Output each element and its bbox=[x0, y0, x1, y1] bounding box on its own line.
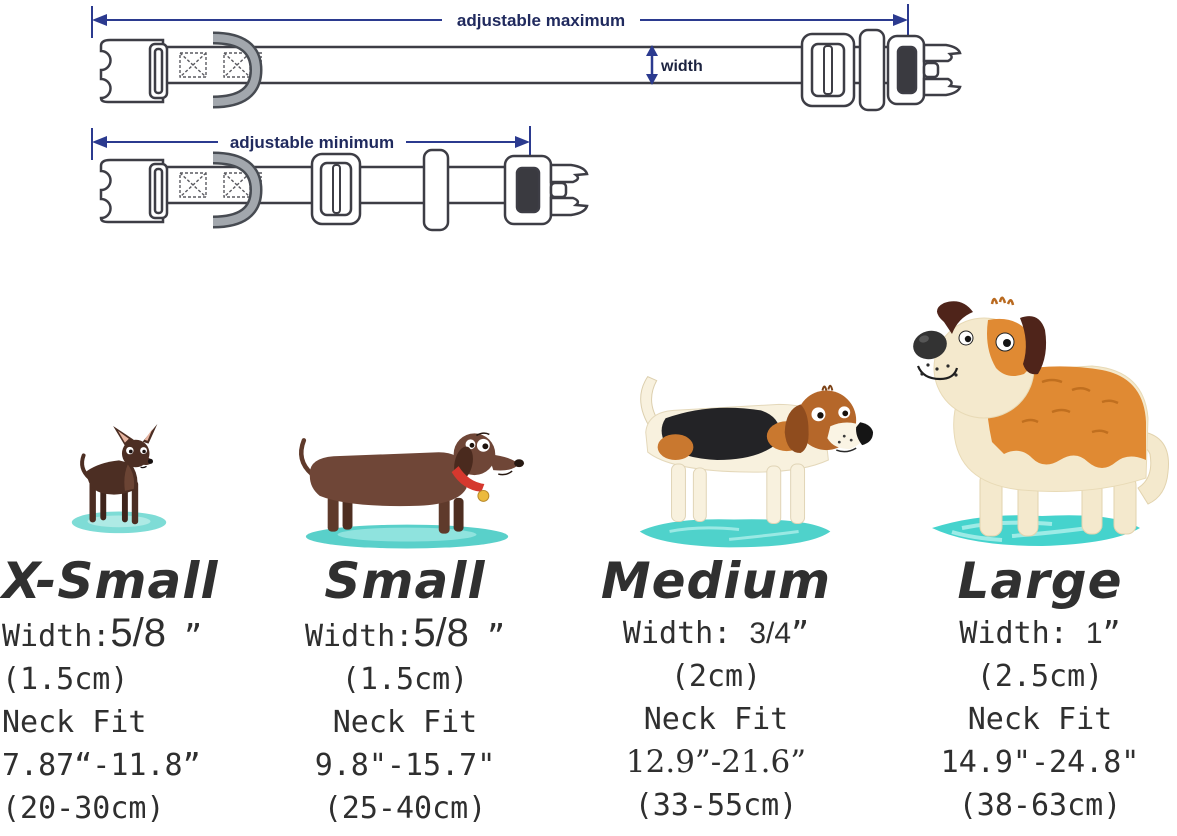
dachshund-illustration bbox=[290, 412, 528, 554]
adjustable-minimum-label: adjustable minimum bbox=[229, 133, 395, 152]
size-column-small bbox=[255, 550, 555, 830]
width-unit: ” bbox=[468, 619, 506, 654]
neck-fit-metric-large: (38-63cm) bbox=[958, 788, 1122, 823]
width-value: 1 bbox=[1085, 617, 1103, 650]
size-title-small: Small bbox=[324, 552, 486, 610]
collar-adjustable-minimum-diagram bbox=[0, 118, 1177, 243]
neck-fit-range-small: 9.8"-15.7" bbox=[314, 748, 496, 783]
width-unit: ” bbox=[1102, 616, 1121, 651]
collar-min-body bbox=[101, 150, 587, 230]
size-column-medium bbox=[566, 550, 866, 827]
width-label: width bbox=[661, 58, 703, 75]
neck-fit-label-large: Neck Fit bbox=[967, 702, 1113, 737]
width-value: 3/4 bbox=[749, 617, 792, 650]
width-line-small bbox=[255, 612, 555, 658]
size-title-xsmall: X-Small bbox=[2, 552, 219, 610]
width-label: Width: bbox=[2, 619, 111, 654]
neck-fit-range-xsmall: 7.87“-11.8” bbox=[2, 748, 201, 783]
dachshund-body bbox=[301, 440, 466, 533]
width-label: Width: bbox=[959, 616, 1086, 651]
size-title-large: Large bbox=[957, 552, 1123, 610]
chihuahua-puddle bbox=[72, 512, 166, 534]
width-label: Width: bbox=[622, 616, 750, 651]
width-metric-medium: (2cm) bbox=[670, 659, 762, 694]
size-title-medium: Medium bbox=[600, 552, 832, 610]
width-line-xsmall bbox=[2, 612, 268, 658]
saint-bernard-illustration bbox=[892, 282, 1177, 560]
neck-fit-label-small: Neck Fit bbox=[332, 705, 478, 740]
width-metric-xsmall: (1.5cm) bbox=[2, 662, 129, 697]
width-unit: ” bbox=[791, 616, 810, 651]
neck-fit-label-medium: Neck Fit bbox=[643, 702, 789, 737]
beagle-illustration bbox=[610, 360, 878, 560]
width-metric-small: (1.5cm) bbox=[341, 662, 469, 697]
width-line-medium bbox=[566, 612, 866, 655]
neck-fit-label-xsmall: Neck Fit bbox=[2, 705, 147, 740]
beagle-head bbox=[785, 386, 873, 453]
neck-fit-metric-xsmall: (20-30cm) bbox=[2, 791, 165, 826]
size-column-large bbox=[890, 550, 1177, 827]
width-metric-large: (2.5cm) bbox=[976, 659, 1104, 694]
adjustable-maximum-label: adjustable maximum bbox=[456, 11, 626, 30]
chihuahua-illustration bbox=[60, 424, 178, 542]
beagle-puddle bbox=[640, 519, 831, 547]
width-line-large bbox=[890, 612, 1177, 655]
collar-adjustable-maximum-diagram bbox=[0, 0, 1177, 116]
width-label: Width: bbox=[304, 619, 414, 654]
neck-fit-metric-small: (25-40cm) bbox=[323, 791, 487, 826]
width-unit: ” bbox=[165, 619, 203, 654]
neck-fit-metric-medium: (33-55cm) bbox=[634, 788, 798, 823]
neck-fit-range-large: 14.9"-24.8" bbox=[940, 745, 1140, 780]
width-value: 5/8 bbox=[413, 611, 469, 655]
width-value: 5/8 bbox=[110, 611, 166, 655]
size-column-xsmall bbox=[2, 550, 268, 830]
neck-fit-range-medium: 12.9”-21.6” bbox=[625, 744, 807, 780]
